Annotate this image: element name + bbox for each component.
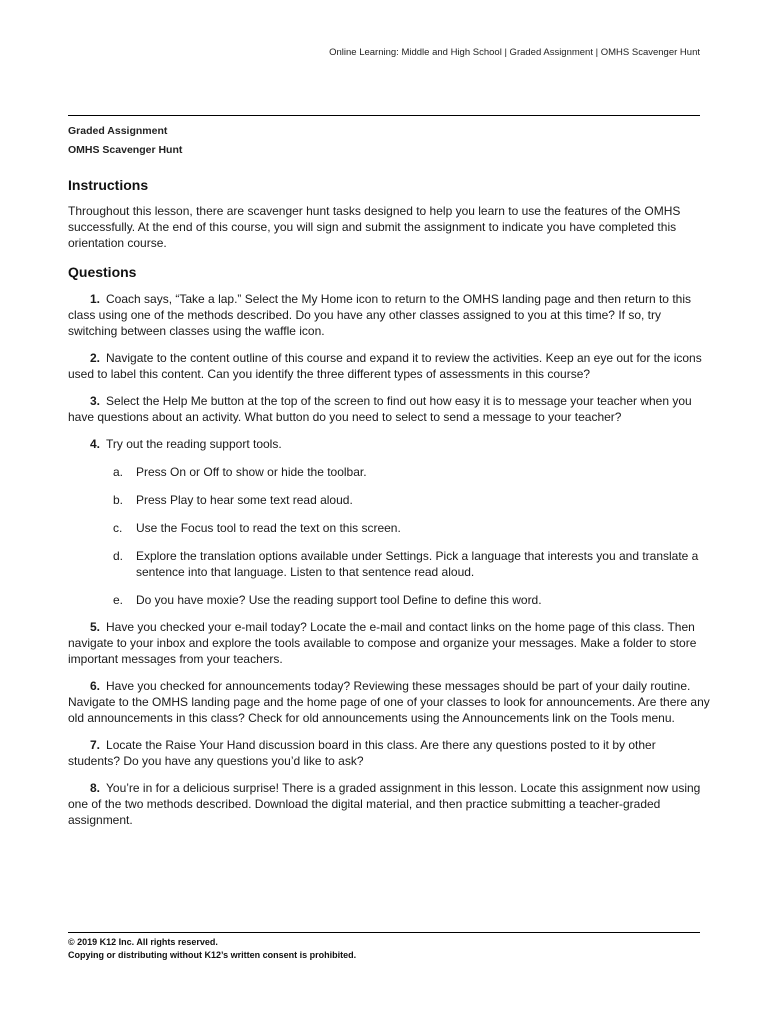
- sub-item: [68, 592, 710, 608]
- questions-heading: Questions: [68, 264, 137, 280]
- questions-list: [68, 291, 710, 839]
- footer-copyright: © 2019 K12 Inc. All rights reserved.: [68, 937, 218, 947]
- sub-item-text: Press Play to hear some text read aloud.: [136, 493, 353, 507]
- question-text: You’re in for a delicious surprise! There is a graded assignment in this lesson. Locate this assignment now using one of the two methods described. Download the digital material, and then practice submitting a teacher-graded assignment.: [68, 781, 701, 827]
- question-number: 3.: [90, 394, 101, 408]
- sub-item-letter: e.: [113, 593, 124, 607]
- footer-notice: Copying or distributing without K12’s written consent is prohibited.: [68, 950, 357, 960]
- question-number: 6.: [90, 679, 101, 693]
- question-text: Navigate to the content outline of this course and expand it to review the activities. Keep an eye out for the icons used to label this content. Can you identify the three different types of assessments in this course?: [68, 351, 702, 381]
- sub-item: [68, 464, 710, 480]
- question-item: [68, 678, 710, 726]
- sub-item-letter: a.: [113, 465, 124, 479]
- question-item: [68, 619, 710, 667]
- question-text: Locate the Raise Your Hand discussion board in this class. Are there any questions posted to it by other students? Do you have any questions you’d like to ask?: [68, 738, 656, 768]
- question-text: Select the Help Me button at the top of the screen to find out how easy it is to message your teacher when you have questions about an activity. What button do you need to select to send a message to your teacher?: [68, 394, 692, 424]
- sub-item-text: Do you have moxie? Use the reading support tool Define to define this word.: [136, 593, 542, 607]
- footer-divider: [68, 932, 700, 933]
- instructions-heading: Instructions: [68, 177, 149, 193]
- sub-item-letter: c.: [113, 521, 123, 535]
- question-text: Have you checked your e-mail today? Locate the e-mail and contact links on the home page of this class. Then navigate to your inbox and explore the tools available to compose and organize your messages. Make a folder to store important messages from your teachers.: [68, 620, 697, 666]
- sub-item-letter: d.: [113, 549, 124, 563]
- sub-item: [68, 548, 710, 580]
- sub-item: [68, 520, 710, 536]
- question-item: [68, 291, 710, 339]
- question-number: 4.: [90, 437, 101, 451]
- question-number: 7.: [90, 738, 101, 752]
- question-item: [68, 780, 710, 828]
- running-header: Online Learning: Middle and High School | Graded Assignment | OMHS Scavenger Hunt: [329, 47, 700, 58]
- instructions-body: Throughout this lesson, there are scavenger hunt tasks designed to help you learn to use the features of the OMHS successfully. At the end of this course, you will sign and submit the assignment to indicate you have completed this orientation course.: [68, 204, 681, 250]
- question-text: Try out the reading support tools.: [106, 437, 282, 451]
- document-type: Graded Assignment: [68, 125, 168, 137]
- question-item: [68, 350, 710, 382]
- reading-tools-sublist: [68, 464, 710, 608]
- question-number: 5.: [90, 620, 101, 634]
- question-item: [68, 436, 710, 608]
- sub-item: [68, 492, 710, 508]
- header-divider: [68, 115, 700, 116]
- question-number: 1.: [90, 292, 101, 306]
- sub-item-letter: b.: [113, 493, 124, 507]
- sub-item-text: Use the Focus tool to read the text on this screen.: [136, 521, 401, 535]
- question-number: 2.: [90, 351, 101, 365]
- question-text: Have you checked for announcements today? Reviewing these messages should be part of your daily routine. Navigate to the OMHS landing page and the home page of one of your classes to look for announcements. Are there any old announcements in this class? Check for old announcements using the Announcements link on the Tools menu.: [68, 679, 710, 725]
- question-item: [68, 393, 710, 425]
- question-number: 8.: [90, 781, 101, 795]
- document-title: OMHS Scavenger Hunt: [68, 144, 183, 156]
- sub-item-text: Explore the translation options available under Settings. Pick a language that interests you and translate a sentence into that language. Listen to that sentence read aloud.: [136, 549, 699, 579]
- sub-item-text: Press On or Off to show or hide the toolbar.: [136, 465, 367, 479]
- question-item: [68, 737, 710, 769]
- question-text: Coach says, “Take a lap.” Select the My Home icon to return to the OMHS landing page and then return to this class using one of the methods described. Do you have any other classes assigned to you at this time? If so, try switching between classes using the waffle icon.: [68, 292, 691, 338]
